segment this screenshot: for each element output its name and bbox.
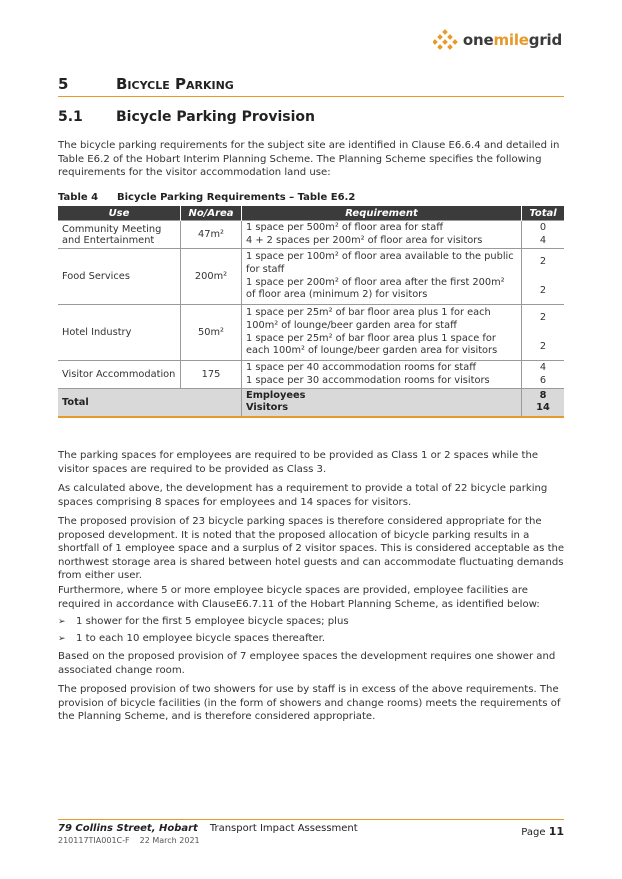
req-visitors: 1 space per 200m² of floor area after the first 200m² of floor area (minimum 2) for visitors (246, 277, 505, 301)
row-use: Food Services (58, 249, 181, 305)
row-total (522, 305, 565, 361)
total-visitors-label: Visitors (246, 402, 289, 414)
subsection-heading (58, 109, 315, 125)
row-use: Visitor Accommodation (58, 361, 181, 389)
list-item: ➢ 1 to each 10 employee bicycle spaces thereafter. (58, 633, 326, 644)
table-header-row (58, 206, 564, 221)
section-heading (58, 75, 564, 97)
row-area: 50m² (181, 305, 242, 361)
row-requirement (242, 221, 522, 249)
table-caption-title: Bicycle Parking Requirements – Table E6.2 (117, 192, 356, 203)
req-visitors: 4 + 2 spaces per 200m² of floor area for visitors (246, 234, 483, 246)
section-number: 5 (58, 75, 69, 93)
logo-wordmark: onemilegrid (462, 31, 562, 49)
footer-doc-title: Transport Impact Assessment (209, 823, 358, 834)
total-row (58, 389, 564, 417)
total-label: Total (58, 389, 242, 417)
row-total (522, 249, 565, 305)
paragraph-facilities: Furthermore, where 5 or more employee bicycle spaces are provided, employee facilities are required in accordance with ClauseE6.7.11 of the Hobart Planning Scheme, as identified below: (58, 585, 540, 610)
total-visitors: 2 (539, 340, 547, 352)
subsection-title: Bicycle Parking Provision (116, 109, 315, 125)
section-title: Bicycle Parking (116, 75, 234, 93)
paragraph-calculation: As calculated above, the development has a requirement to provide a total of 22 bicycle parking spaces comprising 8 spaces for employees and 14 spaces for visitors. (58, 483, 548, 508)
arrow-bullet-icon: ➢ (58, 617, 66, 627)
intro-paragraph: The bicycle parking requirements for the subject site are identified in Clause E6.6.4 and detailed in Table E6.2 of the Hobart Interim Planning Scheme. The Planning Scheme specifies the following requirements for the visitor accommodation land use: (58, 140, 560, 179)
row-total (522, 221, 565, 249)
table-row (58, 221, 564, 249)
row-requirement (242, 361, 522, 389)
page-footer (58, 819, 564, 845)
total-visitors: 4 (539, 234, 547, 246)
page-number: Page 11 (521, 825, 564, 838)
footer-ref: 210117TIA001C-F (58, 836, 130, 845)
arrow-bullet-icon: ➢ (58, 634, 66, 644)
table-row (58, 361, 564, 389)
grid-logo-icon (433, 29, 459, 51)
row-use: Community Meeting and Entertainment (58, 221, 181, 249)
row-requirement (242, 305, 522, 361)
table-caption-label: Table 4 (58, 192, 99, 203)
table-caption (58, 192, 355, 203)
total-staff: 4 (539, 362, 547, 374)
subsection-number: 5.1 (58, 109, 83, 125)
header-area: No/Area (181, 206, 242, 221)
total-employees-value: 8 (539, 390, 547, 401)
total-values (522, 389, 565, 417)
row-area: 47m² (181, 221, 242, 249)
list-item: ➢ 1 shower for the first 5 employee bicycle spaces; plus (58, 616, 349, 627)
total-staff: 0 (539, 222, 547, 234)
row-use: Hotel Industry (58, 305, 181, 361)
total-visitors: 6 (539, 374, 547, 386)
req-staff: 1 space per 500m² of floor area for staff (246, 222, 443, 234)
total-employees-label: Employees (246, 390, 306, 401)
onemilegrid-logo (433, 29, 562, 51)
footer-line-2 (58, 836, 564, 845)
total-staff: 2 (539, 256, 547, 268)
req-staff: 1 space per 25m² of bar floor area plus 1 for each 100m² of lounge/beer garden area for staff (246, 307, 491, 331)
row-requirement (242, 249, 522, 305)
header-requirement: Requirement (242, 206, 522, 221)
row-area: 200m² (181, 249, 242, 305)
total-visitors: 2 (539, 284, 547, 296)
table-row (58, 305, 564, 361)
total-visitors-value: 14 (536, 402, 550, 414)
header-total: Total (522, 206, 565, 221)
row-area: 175 (181, 361, 242, 389)
req-visitors: 1 space per 30 accommodation rooms for visitors (246, 374, 490, 386)
paragraph-shower: Based on the proposed provision of 7 employee spaces the development requires one shower and associated change room. (58, 651, 556, 676)
total-staff: 2 (539, 312, 547, 324)
total-requirement (242, 389, 522, 417)
row-total (522, 361, 565, 389)
bicycle-requirements-table (58, 206, 564, 418)
footer-date: 22 March 2021 (139, 836, 200, 845)
paragraph-conclusion: The proposed provision of two showers for use by staff is in excess of the above requirements. The provision of bicycle facilities (in the form of showers and change rooms) meets the requirements of the Planning Scheme, and is therefore considered appropriate. (58, 684, 561, 723)
req-staff: 1 space per 100m² of floor area available to the public for staff (246, 251, 514, 275)
footer-address: 79 Collins Street, Hobart (58, 823, 198, 834)
req-visitors: 1 space per 25m² of bar floor area plus 1 space for each 100m² of lounge/beer garden area for visitors (246, 333, 498, 357)
req-staff: 1 space per 40 accommodation rooms for staff (246, 362, 476, 374)
table-row (58, 249, 564, 305)
paragraph-class: The parking spaces for employees are required to be provided as Class 1 or 2 spaces while the visitor spaces are required to be provided as Class 3. (58, 450, 539, 475)
paragraph-provision: The proposed provision of 23 bicycle parking spaces is therefore considered appropriate for the proposed development. It is noted that the proposed allocation of bicycle parking results in a shortfall of 1 employee space and a surplus of 2 visitor spaces. This is considered acceptable as the northwest storage area is shared between hotel guests and can accommodate fluctuating demands from either user. (58, 516, 565, 582)
footer-line-1 (58, 823, 564, 834)
header-use: Use (58, 206, 181, 221)
